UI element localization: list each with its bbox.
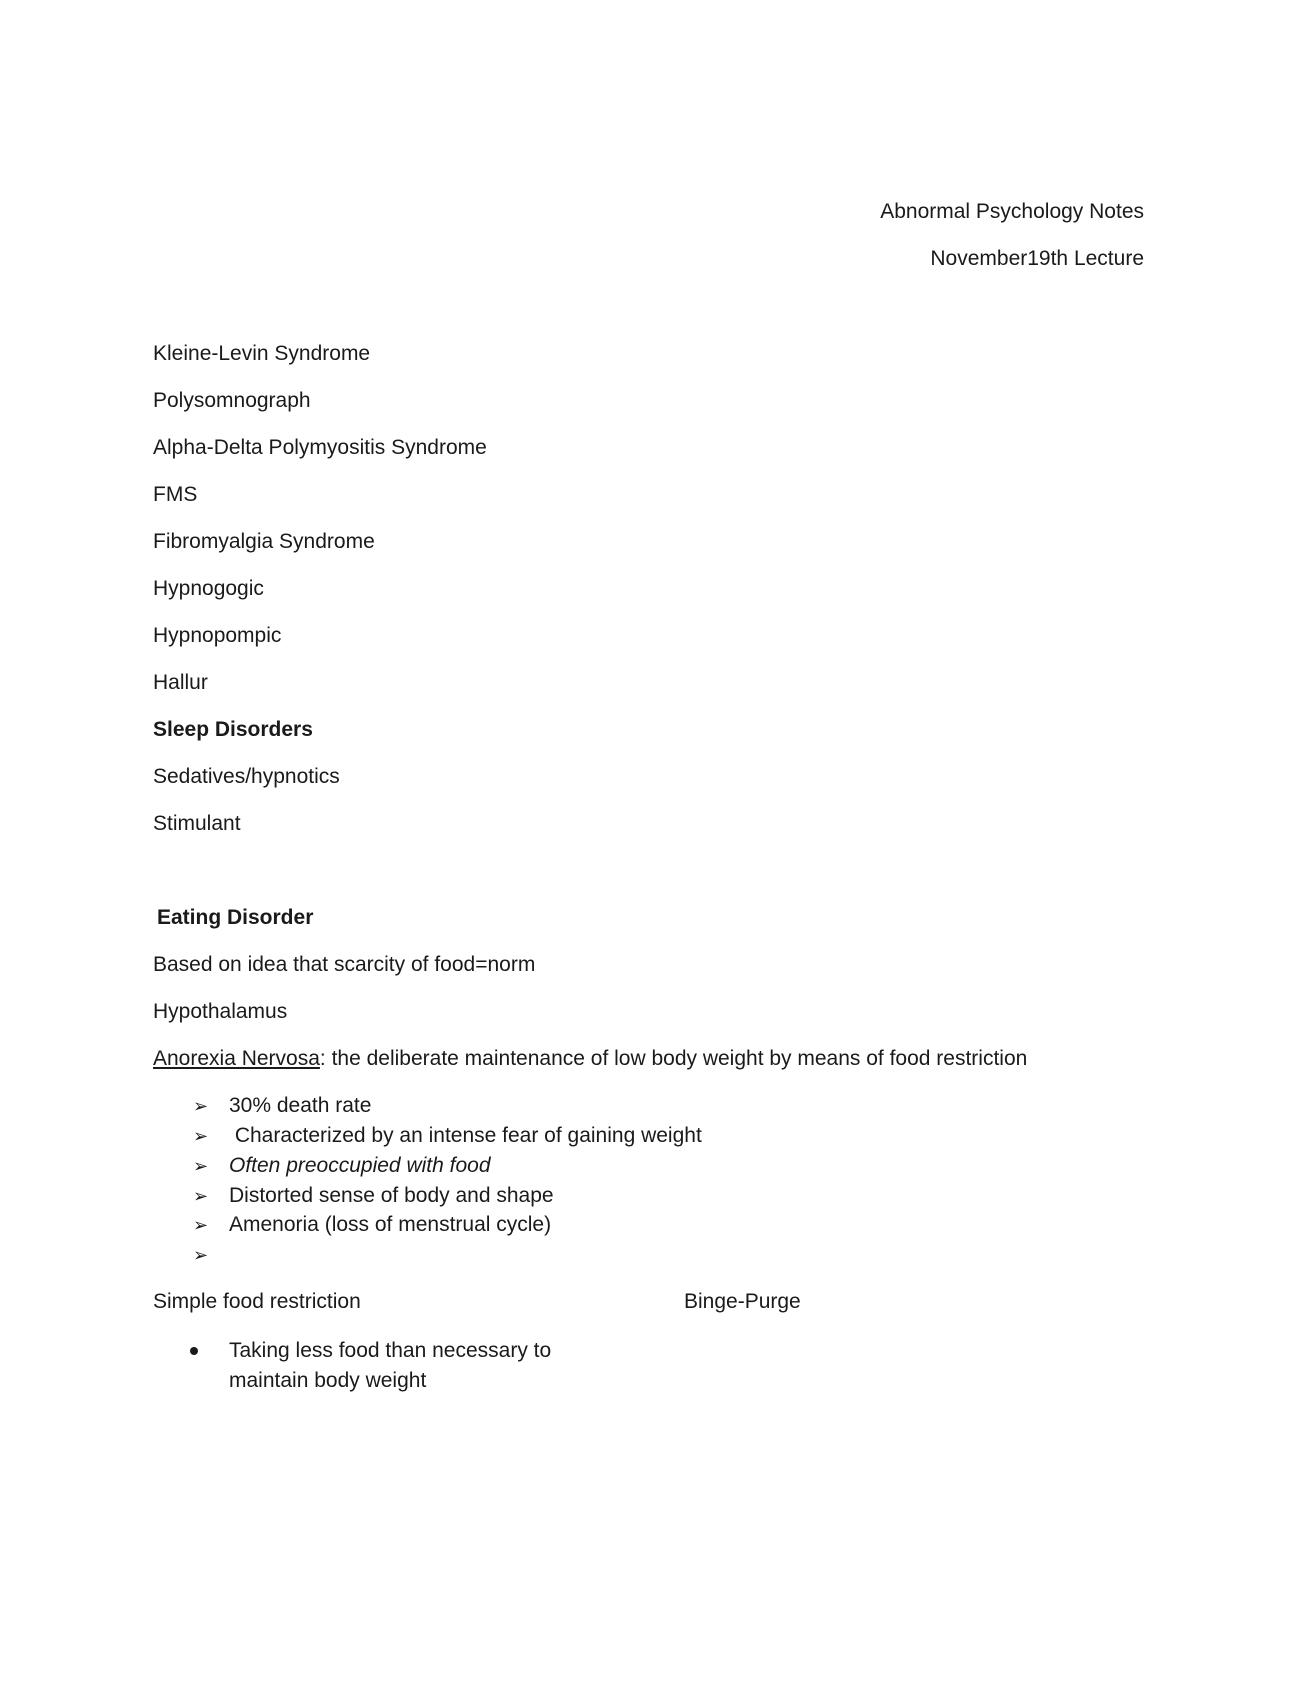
- arrow-bullet-icon: ➢: [193, 1126, 209, 1146]
- column-left-heading: Simple food restriction: [153, 1290, 361, 1313]
- arrow-bullet-icon: ➢: [193, 1096, 209, 1116]
- arrow-bullet-icon: ➢: [193, 1156, 209, 1176]
- arrow-bullet-icon: ➢: [193, 1215, 209, 1235]
- bullet-text: Characterized by an intense fear of gaining weight: [229, 1124, 702, 1147]
- bullet-text: Distorted sense of body and shape: [229, 1184, 554, 1207]
- anorexia-term: Anorexia Nervosa: [153, 1047, 320, 1070]
- eating-disorder-heading: Eating Disorder: [157, 906, 314, 929]
- anorexia-bullet-empty: [193, 1241, 229, 1269]
- sleep-disorders-heading: Sleep Disorders: [153, 718, 313, 741]
- column-right-heading: Binge-Purge: [684, 1290, 801, 1313]
- term-item: Alpha-Delta Polymyositis Syndrome: [153, 436, 487, 459]
- bullet-dot-icon: [190, 1347, 198, 1355]
- anorexia-def-text: : the deliberate maintenance of low body weight by means of food restriction: [319, 1047, 1028, 1070]
- sleep-item: Stimulant: [153, 812, 241, 835]
- anorexia-bullet: [193, 1152, 491, 1180]
- bullet-text: Amenoria (loss of menstrual cycle): [229, 1213, 552, 1236]
- bullet-text: Often preoccupied with food: [229, 1154, 491, 1177]
- sub-bullet-text: Taking less food than necessary to maintain body weight: [229, 1339, 552, 1392]
- anorexia-bullet: [193, 1211, 551, 1239]
- term-item: Hypnopompic: [153, 624, 282, 647]
- term-item: Polysomnograph: [153, 389, 311, 412]
- anorexia-bullet: [193, 1122, 702, 1150]
- arrow-bullet-icon: ➢: [193, 1245, 209, 1265]
- bullet-text: 30% death rate: [229, 1094, 372, 1117]
- lecture-date: November19th Lecture: [930, 247, 1144, 270]
- sleep-item: Sedatives/hypnotics: [153, 765, 340, 788]
- eating-line-hypothalamus: Hypothalamus: [153, 1000, 288, 1023]
- term-item: FMS: [153, 483, 198, 506]
- anorexia-definition: [153, 1045, 1027, 1073]
- term-item: Kleine-Levin Syndrome: [153, 342, 371, 365]
- anorexia-bullet: [193, 1092, 371, 1120]
- term-item: Fibromyalgia Syndrome: [153, 530, 375, 553]
- document-title: Abnormal Psychology Notes: [880, 200, 1144, 223]
- term-item: Hallur: [153, 671, 208, 694]
- eating-line-scarcity: Based on idea that scarcity of food=norm: [153, 953, 536, 976]
- anorexia-bullet: [193, 1182, 554, 1210]
- term-item: Hypnogogic: [153, 577, 264, 600]
- arrow-bullet-icon: ➢: [193, 1186, 209, 1206]
